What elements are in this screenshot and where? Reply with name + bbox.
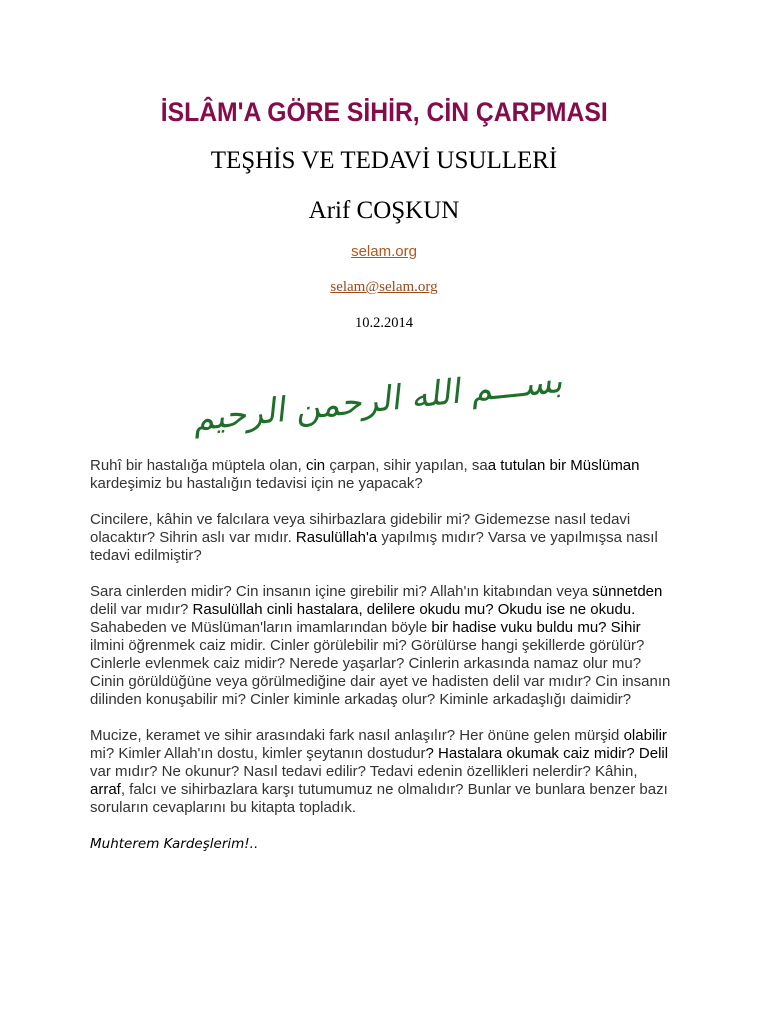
- text-run: Cinlerle evlenmek caiz midir? Nerede yaşarlar? Cinlerin arkasında namaz olur mu?: [90, 655, 642, 672]
- paragraph-line: [90, 583, 730, 601]
- paragraph-line: [90, 763, 730, 781]
- paragraph-1: [90, 457, 730, 493]
- paragraph-line: [90, 745, 730, 763]
- document-date: 10.2.2014: [355, 315, 413, 331]
- paragraph-3: [90, 583, 730, 709]
- paragraph-line: [90, 781, 730, 799]
- paragraph-line: [90, 799, 730, 817]
- text-run: soruların cevaplarını bu kitapta topladık.: [90, 799, 356, 816]
- text-run: Mucize, keramet ve sihir arasındaki fark nasıl anlaşılır? Her önüne gelen mürşid: [90, 727, 624, 744]
- text-run: var mıdır? Ne okunur? Nasıl tedavi edilir? Tedavi edenin özellikleri nelerdir? Kâhin,: [90, 763, 638, 780]
- document-body: [90, 457, 730, 853]
- text-run: tedavi edilmiştir?: [90, 547, 202, 564]
- paragraph-line: [90, 529, 730, 547]
- text-run: Cincilere, kâhin ve falcılara veya sihirbazlara gidebilir mi? Gidemezse nasıl tedavi: [90, 511, 631, 528]
- text-run: ilmini öğrenmek caiz midir. Cinler görülebilir mi? Görülürse hangi şekillerde görülür?: [90, 637, 645, 654]
- paragraph-line: [90, 727, 730, 745]
- text-run: Ruhî bir hastalığa müptela olan,: [90, 457, 306, 474]
- paragraph-line: [90, 637, 730, 655]
- document-title-text: İSLÂM'A GÖRE SİHİR, CİN ÇARPMASI: [160, 97, 608, 127]
- closing-salutation: Muhterem Kardeşlerim!..: [90, 836, 259, 852]
- paragraph-line: [90, 511, 730, 529]
- emphasized-text-run: bir hadise vuku buldu mu? Sihir: [431, 619, 641, 636]
- text-run: , falcı ve sihirbazlara karşı tutumumuz ne olmalıdır? Bunlar ve bunlara benzer bazı: [120, 781, 668, 798]
- text-run: Sara cinlerden midir? Cin insanın içine girebilir mi? Allah'ın kitabından veya: [90, 583, 593, 600]
- email-link-row: [0, 278, 768, 296]
- paragraph-line: [90, 655, 730, 673]
- text-run: dilinden konuşabilir mi? Cinler kiminle arkadaş olur? Kiminle arkadaşlığı daimidir?: [90, 691, 632, 708]
- emphasized-text-run: Rasulüllah'a: [295, 529, 378, 546]
- paragraph-line: [90, 619, 730, 637]
- text-run: çarpan, sihir yapılan, sa: [325, 457, 488, 474]
- paragraph-line: [90, 691, 730, 709]
- text-run: delil var mıdır?: [90, 601, 193, 618]
- emphasized-text-run: a tutulan bir Müslüman: [487, 457, 640, 474]
- basmala-text: بســـم الله الرحمن الرحيم: [193, 360, 567, 440]
- emphasized-text-run: Rasulüllah cinli hastalara, delilere okudu mu? Okudu ise ne okudu.: [192, 601, 636, 618]
- text-run: Sahabeden ve Müslüman'ların imamlarından böyle: [90, 619, 432, 636]
- text-run: kardeşimiz bu hastalığın tedavisi için ne yapacak?: [90, 475, 423, 492]
- text-run: mi? Kimler Allah'ın dostu, kimler şeytanın dostudur: [90, 745, 426, 762]
- document-title: [0, 96, 768, 128]
- paragraph-line: [90, 673, 730, 691]
- emphasized-text-run: cin: [305, 457, 326, 474]
- email-link[interactable]: selam@selam.org: [330, 279, 438, 295]
- website-link-row: [0, 243, 768, 261]
- basmala-calligraphy: [0, 360, 768, 440]
- text-run: olacaktır? Sihrin aslı var mıdır.: [90, 529, 296, 546]
- author-name: Arif COŞKUN: [308, 197, 460, 224]
- paragraph-4: [90, 727, 730, 817]
- text-run: yapılmış mıdır? Varsa ve yapılmışsa nasıl: [377, 529, 658, 546]
- emphasized-text-run: olabilir: [623, 727, 667, 744]
- emphasized-text-run: arraf: [90, 781, 121, 798]
- paragraph-2: [90, 511, 730, 565]
- paragraph-line: [90, 547, 730, 565]
- document-subtitle: TEŞHİS VE TEDAVİ USULLERİ: [210, 147, 558, 174]
- text-run: Cinin görüldüğüne veya görülmediğine dair ayet ve hadisten delil var mıdır? Cin insanın: [90, 673, 671, 690]
- emphasized-text-run: sünnetden: [592, 583, 663, 600]
- paragraph-line: [90, 457, 730, 475]
- paragraph-line: [90, 601, 730, 619]
- emphasized-text-run: ? Hastalara okumak caiz midir? Delil: [425, 745, 669, 762]
- website-link[interactable]: selam.org: [351, 243, 417, 260]
- paragraph-line: [90, 475, 730, 493]
